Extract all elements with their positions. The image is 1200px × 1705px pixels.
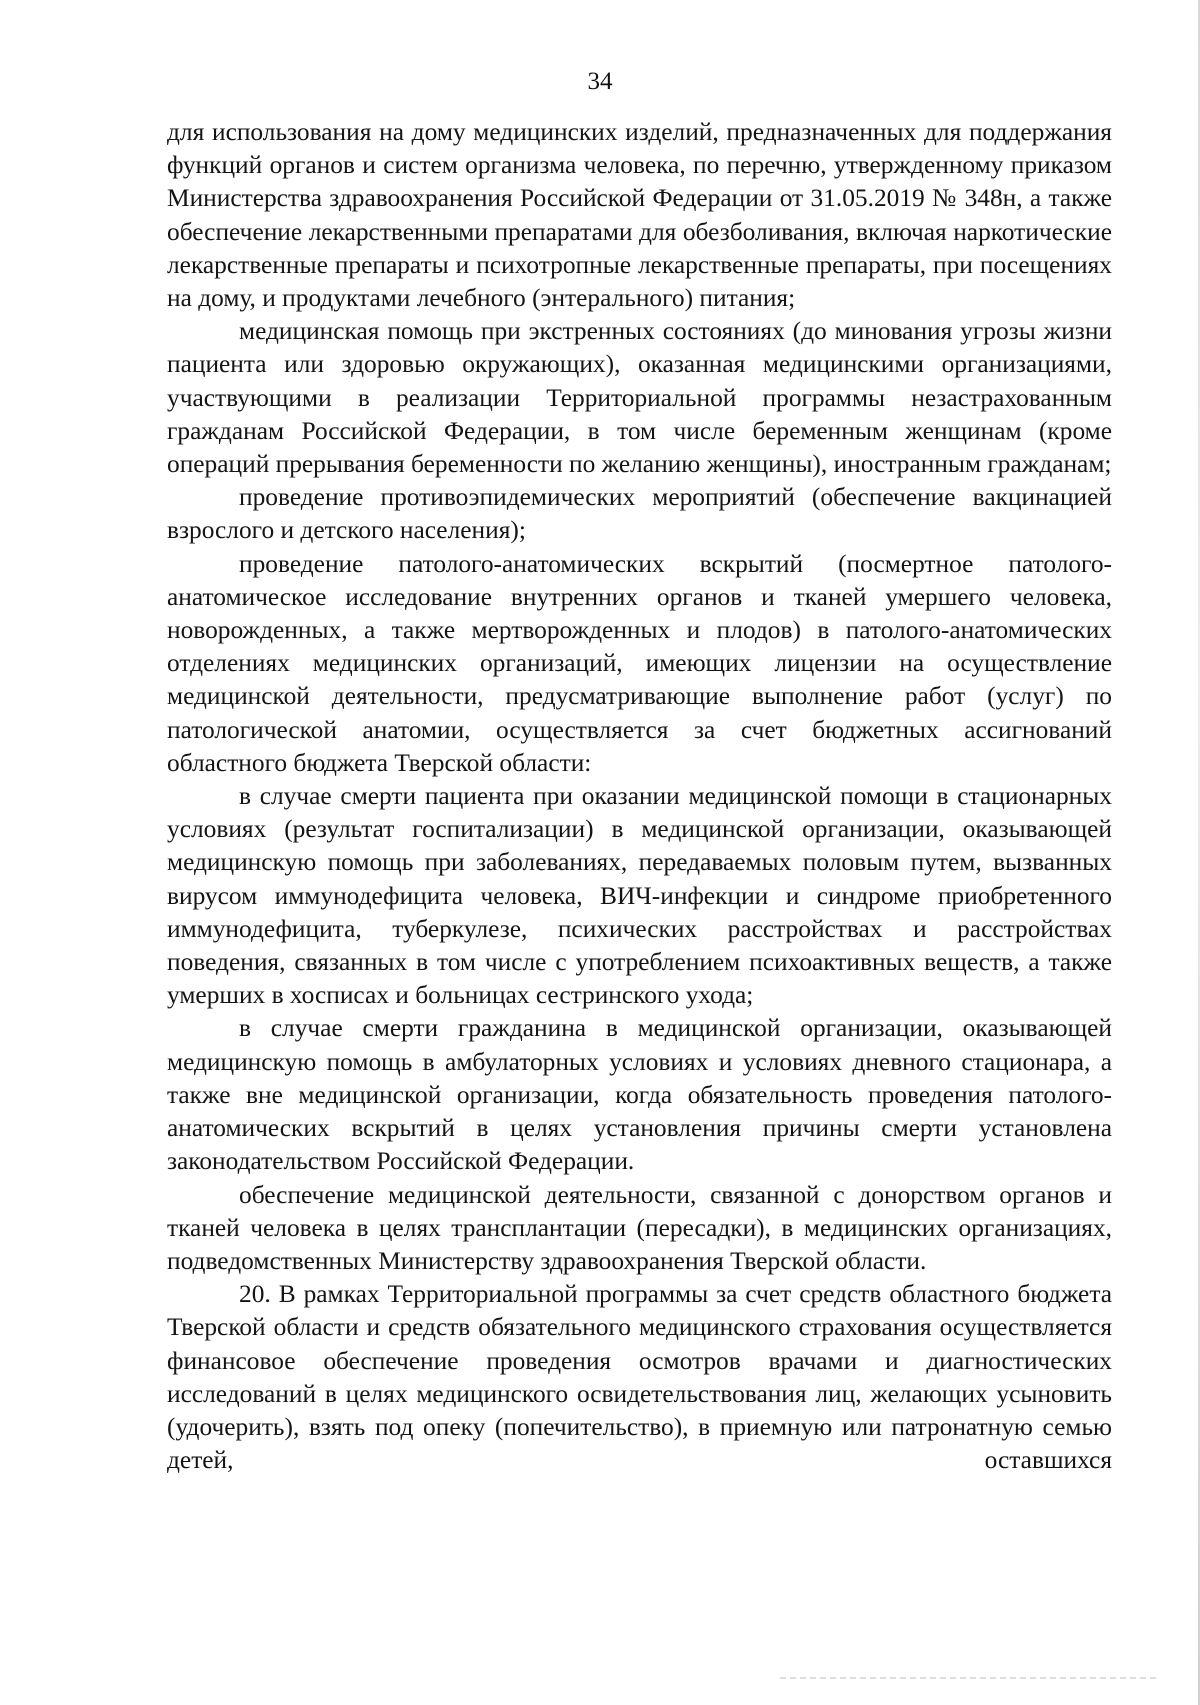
paragraph-epidemic-measures: проведение противоэпидемических мероприятий (обеспечение вакцинацией взрослого и детского населения); — [167, 483, 1112, 545]
paragraph-emergency-care: медицинская помощь при экстренных состояниях (до минования угрозы жизни пациента или здоровью окружающих), оказанная медицинскими организациями, участвующими в реализации Территориальной программы незастрахованным гражданам Российской Федерации, в том числе беременным женщинам (кроме операций прерывания беременности по желанию женщины), иностранным гражданам; — [167, 317, 1112, 479]
paragraph-donation: обеспечение медицинской деятельности, связанной с донорством органов и тканей человека в целях трансплантации (пересадки), в медицинских организациях, подведомственных Министерству здравоохранения Тверской области. — [167, 1180, 1112, 1275]
document-body — [167, 116, 1112, 1477]
paragraph-autopsies: проведение патолого-анатомических вскрытий (посмертное патолого-анатомическое исследование внутренних органов и тканей умершего человека, новорожденных, а также мертворожденных и плодов) в патолого-анатомических отделениях медицинских организаций, имеющих лицензии на осуществление медицинской деятельности, предусматривающие выполнение работ (услуг) по патологической анатомии, осуществляется за счет бюджетных ассигнований областного бюджета Тверской области: — [167, 549, 1112, 777]
paragraph-item-20: 20. В рамках Территориальной программы за счет средств областного бюджета Тверской области и средств обязательного медицинского страхования осуществляется финансовое обеспечение проведения осмотров врачами и диагностических исследований в целях медицинского освидетельствования лиц, желающих усыновить (удочерить), взять под опеку (попечительство), в приемную или патронатную семью детей, оставшихся — [167, 1280, 1112, 1475]
page-number: 34 — [587, 68, 613, 95]
paragraph-continuation: для использования на дому медицинских изделий, предназначенных для поддержания функций органов и систем организма человека, по перечню, утвержденному приказом Министерства здравоохранения Российской Федерации от 31.05.2019 № 348н, а также обеспечение лекарственными препаратами для обезболивания, включая наркотические лекарственные препараты и психотропные лекарственные препараты, при посещениях на дому, и продуктами лечебного (энтерального) питания; — [167, 118, 1112, 313]
scan-bottom-artifact — [780, 1677, 1160, 1679]
paragraph-death-inpatient: в случае смерти пациента при оказании медицинской помощи в стационарных условиях (результат госпитализации) в медицинской организации, оказывающей медицинскую помощь при заболеваниях, передаваемых половым путем, вызванных вирусом иммунодефицита человека, ВИЧ-инфекции и синдроме приобретенного иммунодефицита, туберкулезе, психических расстройствах и расстройствах поведения, связанных в том числе с употреблением психоактивных веществ, а также умерших в хосписах и больницах сестринского ухода; — [167, 782, 1112, 1010]
paragraph-death-outpatient: в случае смерти гражданина в медицинской организации, оказывающей медицинскую помощь в амбулаторных условиях и условиях дневного стационара, а также вне медицинской организации, когда обязательность проведения патолого-анатомических вскрытий в целях установления причины смерти установлена законодательством Российской Федерации. — [167, 1014, 1112, 1176]
